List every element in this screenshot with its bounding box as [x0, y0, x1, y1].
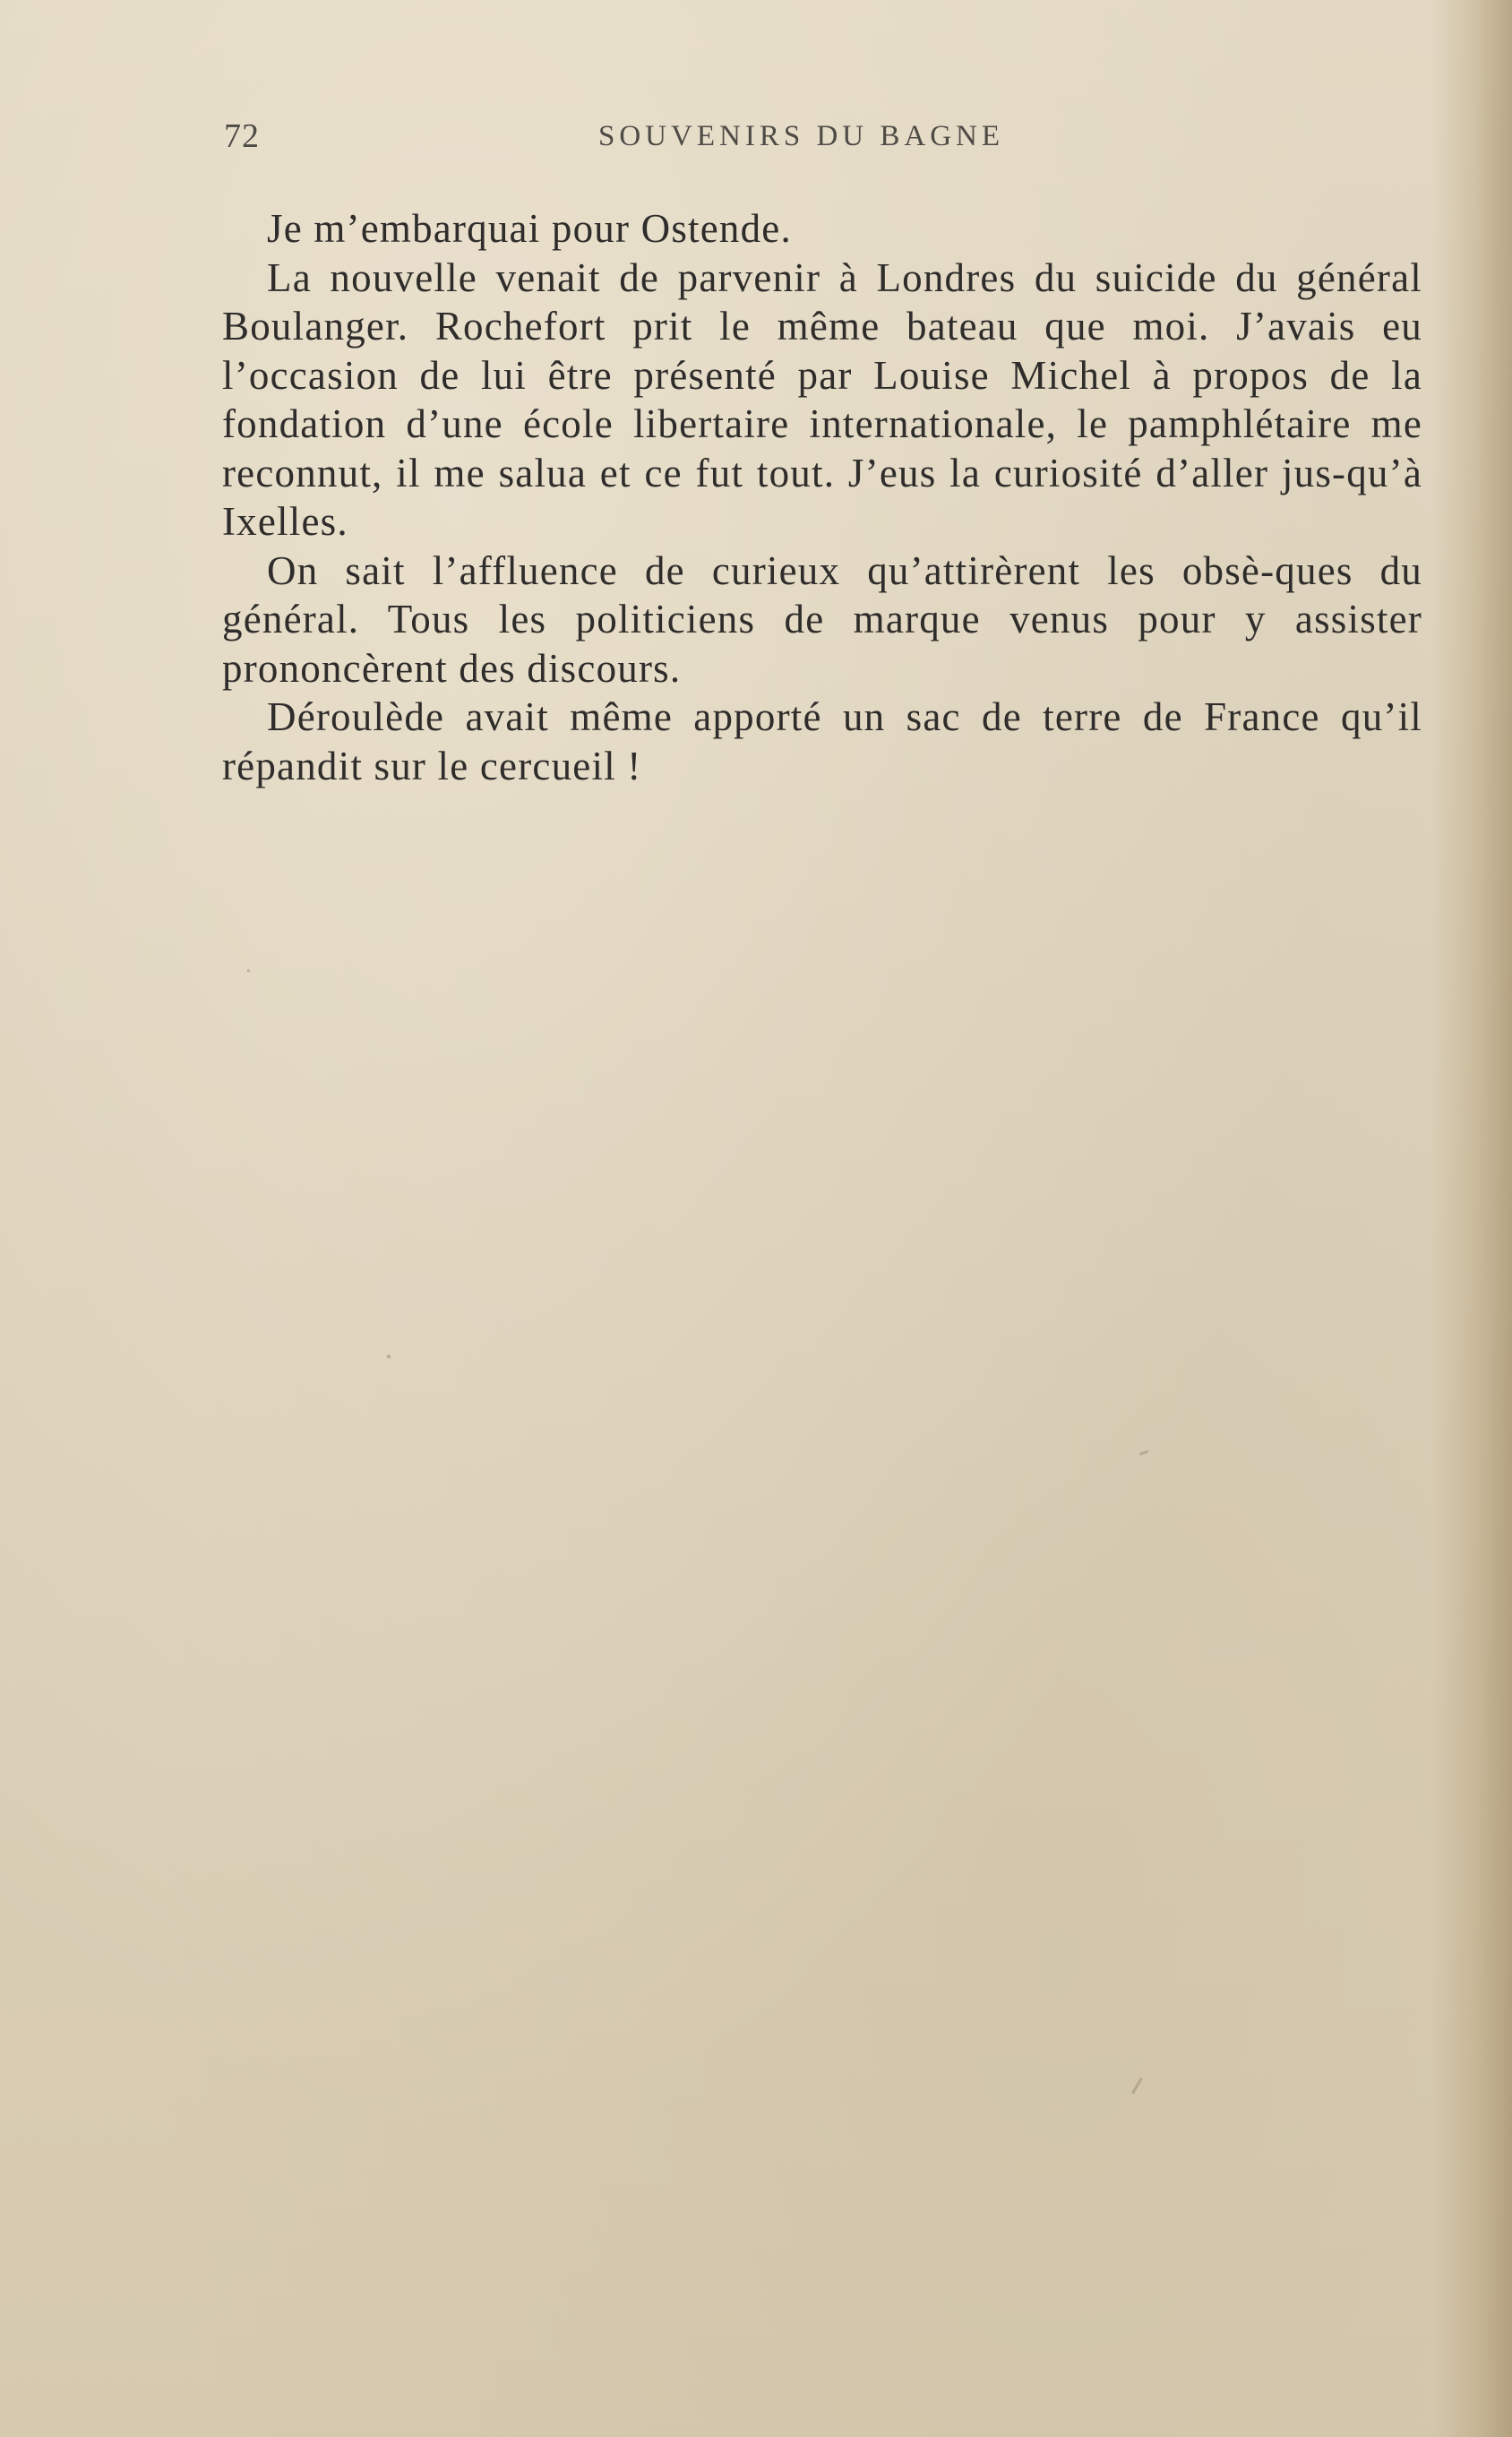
paper-speck — [387, 1355, 391, 1358]
paragraph: On sait l’affluence de curieux qu’attirèrent les obsè-ques du général. Tous les politiciens de marque venus pour y assister prononcèrent des discours. — [222, 547, 1422, 691]
paragraph: La nouvelle venait de parvenir à Londres du suicide du général Boulanger. Rochefort prit le même bateau que moi. J’avais eu l’occasion de lui être présenté par Louise Michel à propos de la fondation d’une école libertaire internationale, le pamphlétaire me reconnut, il me salua et ce fut tout. J’eus la curiosité d’aller jus-qu’à Ixelles. — [222, 254, 1422, 544]
paper-speck — [1139, 1450, 1148, 1455]
page-number: 72 — [224, 117, 260, 155]
running-head — [224, 116, 1424, 161]
body-text — [222, 204, 1422, 790]
paragraph: Déroulède avait même apporté un sac de terre de France qu’il répandit sur le cercueil ! — [222, 694, 1422, 788]
page-edge-shadow — [1431, 0, 1512, 2437]
paper-speck — [1131, 2078, 1143, 2095]
running-head-title: SOUVENIRS DU BAGNE — [598, 120, 1005, 152]
paper-speck — [247, 969, 250, 972]
paragraph: Je m’embarquai pour Ostende. — [267, 206, 792, 251]
